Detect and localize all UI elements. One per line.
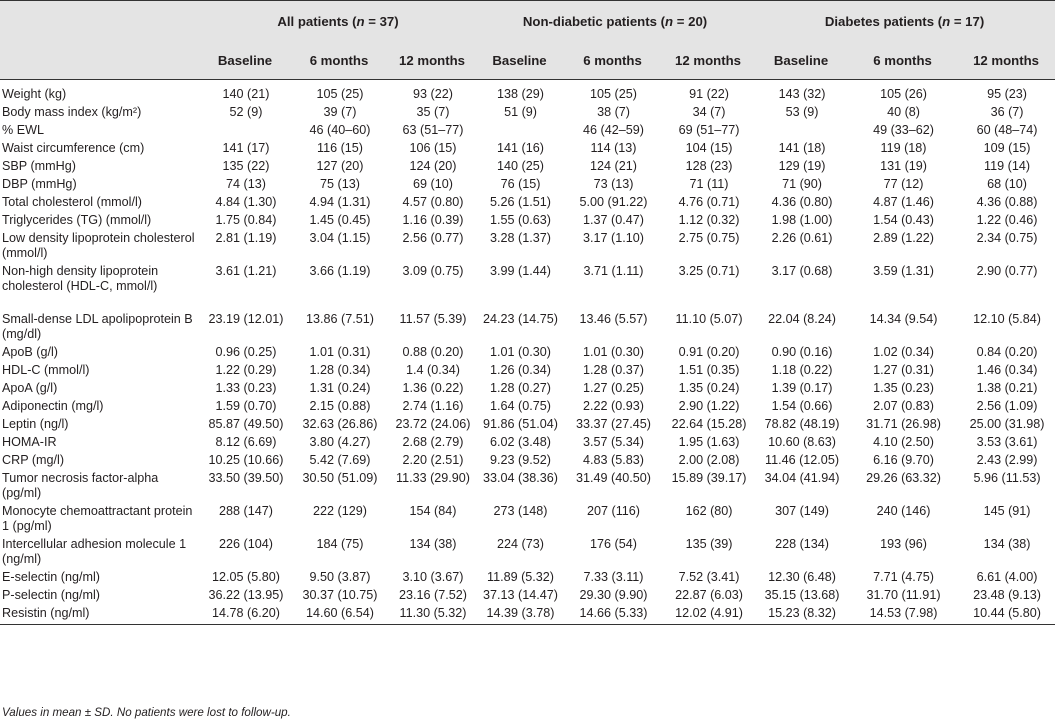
table-cell (200, 123, 290, 141)
table-cell: 35 (7) (416, 105, 450, 119)
table-cell: 2.22 (0.93) (583, 399, 644, 413)
col-header: 6 months (563, 41, 662, 80)
table-cell: 145 (91) (983, 504, 1031, 518)
table-cell: 105 (25) (316, 87, 364, 101)
table-cell: 15.23 (8.32) (754, 606, 848, 625)
table-cell: 4.10 (2.50) (873, 435, 934, 449)
table-cell: 1.28 (0.27) (490, 381, 551, 395)
table-cell: 6.02 (3.48) (490, 435, 551, 449)
table-cell: 207 (116) (587, 504, 640, 518)
table-cell: 1.31 (0.24) (309, 381, 371, 395)
table-cell: 134 (38) (409, 537, 457, 551)
table-cell: 141 (17) (222, 141, 270, 155)
table-cell: 135 (22) (222, 159, 270, 173)
row-label: % EWL (2, 123, 44, 137)
table-cell: 36 (7) (990, 105, 1024, 119)
table-cell: 1.18 (0.22) (771, 363, 833, 377)
table-cell: 141 (18) (778, 141, 826, 155)
table-row (0, 453, 1055, 471)
table-cell: 53 (9) (785, 105, 819, 119)
table-cell: 37.13 (14.47) (483, 588, 558, 602)
table-cell: 131 (19) (880, 159, 927, 173)
table-cell: 22.64 (15.28) (671, 417, 747, 431)
table-cell: 3.66 (1.19) (309, 264, 371, 278)
table-cell: 1.39 (0.17) (771, 381, 833, 395)
table-row (0, 504, 1055, 537)
table-cell: 11.57 (5.39) (399, 312, 467, 326)
table-cell: 3.04 (1.15) (309, 231, 371, 245)
table-cell: 4.76 (0.71) (678, 195, 740, 209)
table-cell: 124 (20) (409, 159, 457, 173)
table-cell: 30.50 (51.09) (302, 471, 378, 485)
table-cell: 1.45 (0.45) (309, 213, 371, 227)
table-header (0, 1, 1055, 80)
table-cell: 5.96 (11.53) (973, 471, 1041, 485)
col-header: Baseline (476, 41, 563, 80)
table-cell: 138 (29) (497, 87, 544, 101)
table-cell: 93 (22) (413, 87, 453, 101)
table-cell: 176 (54) (590, 537, 637, 551)
table-cell: 12.05 (5.80) (212, 570, 280, 584)
table-cell: 1.12 (0.32) (678, 213, 740, 227)
table-cell: 193 (96) (880, 537, 927, 551)
table-cell: 60 (48–74) (976, 123, 1038, 137)
table-cell: 5.00 (91.22) (579, 195, 648, 209)
table-row (0, 123, 1055, 141)
row-label: P-selectin (ng/ml) (2, 588, 100, 602)
table-cell: 14.66 (5.33) (563, 606, 662, 625)
table-cell: 39 (7) (323, 105, 357, 119)
table-row (0, 177, 1055, 195)
col-header: 12 months (662, 41, 754, 80)
table-cell: 52 (9) (229, 105, 263, 119)
table-cell: 23.72 (24.06) (395, 417, 471, 431)
table-cell: 128 (23) (685, 159, 733, 173)
table-cell: 13.46 (5.57) (579, 312, 648, 326)
header-blank (0, 1, 200, 42)
table-cell: 1.75 (0.84) (215, 213, 277, 227)
table-cell (476, 123, 563, 141)
row-label: ApoB (g/l) (2, 345, 58, 359)
table-row (0, 588, 1055, 606)
table-cell: 10.60 (8.63) (768, 435, 836, 449)
table-cell: 2.43 (2.99) (976, 453, 1038, 467)
table-cell: 2.90 (0.77) (976, 264, 1038, 278)
table-cell: 33.04 (38.36) (483, 471, 558, 485)
table-cell: 1.01 (0.30) (583, 345, 644, 359)
table-cell: 10.44 (5.80) (957, 606, 1055, 625)
table-cell: 75 (13) (320, 177, 360, 191)
table-cell: 240 (146) (876, 504, 931, 518)
table-cell: 49 (33–62) (873, 123, 934, 137)
table-cell: 1.59 (0.70) (215, 399, 277, 413)
table-row (0, 312, 1055, 345)
table-cell: 63 (51–77) (402, 123, 464, 137)
table-cell: 3.80 (4.27) (309, 435, 371, 449)
table-cell: 114 (13) (590, 141, 637, 155)
group-header-diabetes: Diabetes patients (n = 17) (754, 1, 1055, 42)
table-cell: 71 (90) (782, 177, 822, 191)
table-cell: 1.28 (0.37) (583, 363, 644, 377)
table-cell: 69 (10) (413, 177, 453, 191)
table-cell: 23.48 (9.13) (973, 588, 1041, 602)
table-cell: 1.38 (0.21) (976, 381, 1038, 395)
table-cell: 23.16 (7.52) (399, 588, 467, 602)
table-cell: 7.71 (4.75) (873, 570, 934, 584)
table-row (0, 381, 1055, 399)
table-cell: 30.37 (10.75) (302, 588, 378, 602)
table-cell: 5.26 (1.51) (490, 195, 551, 209)
table-cell: 184 (75) (316, 537, 364, 551)
col-header: 12 months (957, 41, 1055, 80)
table-cell: 11.46 (12.05) (765, 453, 840, 467)
table-cell: 2.68 (2.79) (402, 435, 464, 449)
table-cell: 0.96 (0.25) (215, 345, 277, 359)
table-cell: 3.59 (1.31) (873, 264, 934, 278)
table-cell: 69 (51–77) (678, 123, 740, 137)
table-cell: 3.17 (0.68) (771, 264, 833, 278)
table-cell: 2.26 (0.61) (771, 231, 833, 245)
table-cell: 2.75 (0.75) (678, 231, 740, 245)
table-cell: 4.36 (0.88) (976, 195, 1038, 209)
table-cell: 3.57 (5.34) (583, 435, 644, 449)
table-cell: 22.04 (8.24) (768, 312, 836, 326)
table-cell: 14.53 (7.98) (848, 606, 957, 625)
table-cell: 11.89 (5.32) (487, 570, 554, 584)
table-cell: 77 (12) (883, 177, 924, 191)
table-row (0, 471, 1055, 504)
table-cell: 40 (8) (887, 105, 920, 119)
table-row (0, 570, 1055, 588)
table-cell: 1.26 (0.34) (490, 363, 551, 377)
table-cell: 135 (39) (685, 537, 733, 551)
table-cell: 141 (16) (497, 141, 544, 155)
table-cell: 1.35 (0.24) (678, 381, 740, 395)
table-cell: 2.89 (1.22) (873, 231, 934, 245)
table-cell: 0.88 (0.20) (402, 345, 464, 359)
table-cell: 162 (80) (685, 504, 733, 518)
table-cell: 4.84 (1.30) (215, 195, 277, 209)
table-cell: 2.15 (0.88) (309, 399, 371, 413)
table-cell: 35.15 (13.68) (764, 588, 840, 602)
table-cell: 109 (15) (983, 141, 1031, 155)
table-cell: 5.42 (7.69) (309, 453, 371, 467)
col-header: 6 months (848, 41, 957, 80)
table-cell: 1.36 (0.22) (402, 381, 464, 395)
table-cell: 11.30 (5.32) (388, 606, 476, 625)
row-label: HOMA-IR (2, 435, 57, 449)
table-cell: 273 (148) (493, 504, 548, 518)
table-cell: 4.36 (0.80) (771, 195, 833, 209)
table-row (0, 105, 1055, 123)
table-cell: 3.09 (0.75) (402, 264, 464, 278)
table-cell: 31.71 (26.98) (866, 417, 941, 431)
table-cell: 104 (15) (685, 141, 733, 155)
table-cell: 3.10 (3.67) (402, 570, 464, 584)
table-cell: 76 (15) (500, 177, 541, 191)
table-cell: 105 (25) (590, 87, 637, 101)
table-cell: 140 (25) (497, 159, 544, 173)
table-row (0, 345, 1055, 363)
table-cell: 1.01 (0.30) (490, 345, 551, 359)
table-cell: 36.22 (13.95) (208, 588, 284, 602)
table-row (0, 141, 1055, 159)
table-cell: 0.84 (0.20) (976, 345, 1038, 359)
table-cell: 2.20 (2.51) (402, 453, 464, 467)
table-cell: 29.30 (9.90) (579, 588, 648, 602)
row-label: HDL-C (mmol/l) (2, 363, 90, 377)
table-cell: 14.34 (9.54) (869, 312, 938, 326)
table-cell: 2.56 (1.09) (976, 399, 1038, 413)
table-cell: 1.46 (0.34) (976, 363, 1038, 377)
table-cell: 4.83 (5.83) (583, 453, 644, 467)
table-cell: 14.39 (3.78) (476, 606, 563, 625)
table-cell: 116 (15) (317, 141, 363, 155)
col-header: 6 months (290, 41, 388, 80)
table-cell: 11.10 (5.07) (675, 312, 743, 326)
table-cell: 91 (22) (689, 87, 729, 101)
col-header: Baseline (200, 41, 290, 80)
table-cell: 105 (26) (880, 87, 927, 101)
table-row (0, 399, 1055, 417)
table-cell: 143 (32) (778, 87, 826, 101)
table-cell: 119 (14) (984, 159, 1031, 173)
table-cell: 73 (13) (593, 177, 634, 191)
table-cell: 1.22 (0.29) (215, 363, 277, 377)
table-cell: 3.25 (0.71) (678, 264, 740, 278)
table-cell: 6.16 (9.70) (873, 453, 934, 467)
col-header: Baseline (754, 41, 848, 80)
table-body (0, 80, 1055, 625)
row-label: Triglycerides (TG) (mmol/l) (2, 213, 152, 227)
table-cell: 85.87 (49.50) (208, 417, 284, 431)
table-cell: 6.61 (4.00) (976, 570, 1038, 584)
table-cell: 0.90 (0.16) (771, 345, 833, 359)
table-cell: 38 (7) (597, 105, 630, 119)
table-cell: 7.52 (3.41) (678, 570, 740, 584)
row-label: DBP (mmHg) (2, 177, 77, 191)
row-label: Body mass index (kg/m²) (2, 105, 142, 119)
row-label: Tumor necrosis factor-alpha (pg/ml) (2, 471, 159, 500)
table-cell: 1.27 (0.31) (873, 363, 934, 377)
table-row (0, 417, 1055, 435)
col-header: 12 months (388, 41, 476, 80)
table-cell: 13.86 (7.51) (306, 312, 374, 326)
table-cell: 15.89 (39.17) (671, 471, 747, 485)
table-cell: 9.23 (9.52) (490, 453, 551, 467)
table-cell: 1.27 (0.25) (583, 381, 644, 395)
table-cell: 1.4 (0.34) (406, 363, 460, 377)
table-cell: 34.04 (41.94) (764, 471, 840, 485)
table-cell: 106 (15) (409, 141, 457, 155)
table-cell: 2.07 (0.83) (873, 399, 934, 413)
table-cell: 1.01 (0.31) (309, 345, 371, 359)
row-label: Resistin (ng/ml) (0, 606, 200, 625)
table-cell: 2.90 (1.22) (678, 399, 740, 413)
table-cell: 95 (23) (987, 87, 1027, 101)
group-header-all: All patients (n = 37) (200, 1, 476, 42)
table-cell: 1.28 (0.34) (309, 363, 371, 377)
table-cell: 3.99 (1.44) (490, 264, 551, 278)
table-cell: 33.50 (39.50) (208, 471, 284, 485)
table-cell: 14.78 (6.20) (200, 606, 290, 625)
table-cell: 3.53 (3.61) (976, 435, 1038, 449)
table-cell: 74 (13) (226, 177, 266, 191)
table-cell: 226 (104) (219, 537, 273, 551)
table-cell: 32.63 (26.86) (302, 417, 378, 431)
table-cell: 307 (149) (775, 504, 829, 518)
header-blank-sub (0, 41, 200, 80)
row-label: CRP (mg/l) (2, 453, 65, 467)
table-cell: 2.34 (0.75) (976, 231, 1038, 245)
table-row (0, 606, 1055, 625)
row-label: Weight (kg) (2, 87, 67, 101)
table-cell: 46 (42–59) (583, 123, 644, 137)
table-cell: 2.74 (1.16) (402, 399, 464, 413)
row-label: Leptin (ng/l) (2, 417, 69, 431)
table-row (0, 435, 1055, 453)
table-cell: 1.33 (0.23) (215, 381, 277, 395)
table-cell: 119 (18) (880, 141, 927, 155)
row-label: ApoA (g/l) (2, 381, 58, 395)
table-cell: 25.00 (31.98) (969, 417, 1045, 431)
row-label: Monocyte chemoattractant protein 1 (pg/ml) (2, 504, 193, 533)
table-cell: 3.28 (1.37) (490, 231, 551, 245)
table-cell: 29.26 (63.32) (866, 471, 941, 485)
table-cell: 1.02 (0.34) (873, 345, 934, 359)
table-cell: 1.22 (0.46) (976, 213, 1038, 227)
table-row (0, 231, 1055, 264)
table-cell: 91.86 (51.04) (483, 417, 558, 431)
table-cell: 12.30 (6.48) (768, 570, 836, 584)
table-cell: 9.50 (3.87) (309, 570, 371, 584)
table-cell: 2.00 (2.08) (678, 453, 740, 467)
table-cell: 4.94 (1.31) (309, 195, 371, 209)
table-cell: 12.10 (5.84) (973, 312, 1041, 326)
table-cell: 3.61 (1.21) (215, 264, 277, 278)
table-cell: 0.91 (0.20) (678, 345, 740, 359)
table-cell: 51 (9) (504, 105, 537, 119)
table-cell: 24.23 (14.75) (483, 312, 558, 326)
table-cell: 1.54 (0.43) (873, 213, 934, 227)
table-cell: 11.33 (29.90) (396, 471, 470, 485)
table-cell: 4.87 (1.46) (873, 195, 934, 209)
table-row (0, 537, 1055, 570)
table-cell: 129 (19) (778, 159, 826, 173)
row-label: E-selectin (ng/ml) (2, 570, 100, 584)
table-cell: 68 (10) (987, 177, 1027, 191)
row-label: Low density lipoprotein cholesterol (mmol/l) (2, 231, 195, 260)
table-cell: 134 (38) (983, 537, 1031, 551)
table-footnote: Values in mean ± SD. No patients were lost to follow-up. (2, 706, 291, 719)
table-cell: 10.25 (10.66) (208, 453, 284, 467)
table-cell: 31.70 (11.91) (866, 588, 941, 602)
table-cell: 154 (84) (409, 504, 457, 518)
table-cell: 2.56 (0.77) (402, 231, 464, 245)
table-row (0, 264, 1055, 312)
table-cell: 222 (129) (313, 504, 367, 518)
table-cell: 3.71 (1.11) (583, 264, 644, 278)
table-cell: 1.35 (0.23) (873, 381, 934, 395)
table-cell: 1.51 (0.35) (678, 363, 740, 377)
table-cell: 7.33 (3.11) (583, 570, 644, 584)
table-row (0, 195, 1055, 213)
table-cell: 2.81 (1.19) (215, 231, 277, 245)
table-cell: 224 (73) (497, 537, 544, 551)
group-header-non-diabetic: Non-diabetic patients (n = 20) (476, 1, 754, 42)
row-label: Total cholesterol (mmol/l) (2, 195, 142, 209)
row-label: Intercellular adhesion molecule 1 (ng/ml) (2, 537, 187, 566)
table-row (0, 159, 1055, 177)
table-cell: 124 (21) (590, 159, 637, 173)
table-cell: 1.54 (0.66) (771, 399, 833, 413)
table-cell: 78.82 (48.19) (764, 417, 840, 431)
table-cell: 228 (134) (775, 537, 829, 551)
table-cell: 8.12 (6.69) (215, 435, 277, 449)
table-cell: 1.98 (1.00) (771, 213, 833, 227)
table-cell: 1.37 (0.47) (583, 213, 644, 227)
table-cell: 71 (11) (689, 177, 729, 191)
table-cell: 46 (40–60) (309, 123, 371, 137)
row-label: Small-dense LDL apolipoprotein B (mg/dl) (2, 312, 193, 341)
table-cell: 34 (7) (692, 105, 726, 119)
row-label: SBP (mmHg) (2, 159, 76, 173)
table-cell: 1.55 (0.63) (490, 213, 551, 227)
table-cell: 23.19 (12.01) (208, 312, 284, 326)
table-cell: 22.87 (6.03) (675, 588, 743, 602)
table-cell: 14.60 (6.54) (290, 606, 388, 625)
table-row (0, 213, 1055, 231)
table-cell: 12.02 (4.91) (662, 606, 754, 625)
table-cell: 127 (20) (316, 159, 364, 173)
table-cell: 3.17 (1.10) (583, 231, 644, 245)
table-cell: 31.49 (40.50) (576, 471, 651, 485)
table-cell: 1.64 (0.75) (490, 399, 551, 413)
table-cell: 1.95 (1.63) (678, 435, 740, 449)
row-label: Waist circumference (cm) (2, 141, 145, 155)
table-cell: 33.37 (27.45) (576, 417, 651, 431)
row-label: Adiponectin (mg/l) (2, 399, 104, 413)
table-cell (754, 123, 848, 141)
table-cell: 1.16 (0.39) (402, 213, 464, 227)
table-cell: 4.57 (0.80) (402, 195, 464, 209)
table-row (0, 87, 1055, 105)
table-row (0, 363, 1055, 381)
table-cell: 288 (147) (219, 504, 273, 518)
table-cell: 140 (21) (222, 87, 270, 101)
row-label: Non-high density lipoprotein cholesterol (HDL-C, mmol/l) (2, 264, 159, 293)
